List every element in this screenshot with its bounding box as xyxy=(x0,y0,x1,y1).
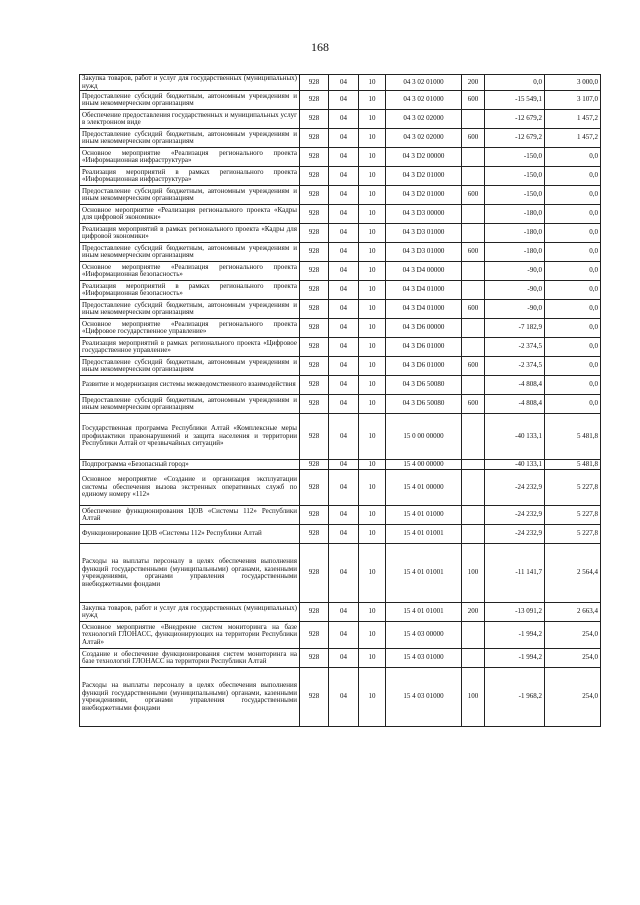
subsection-code-cell: 10 xyxy=(359,544,386,603)
expense-type-code-cell xyxy=(462,205,485,224)
amount-change-cell: -24 232,9 xyxy=(485,470,545,506)
target-article-code-cell: 15 4 01 01001 xyxy=(386,603,462,622)
target-article-code-cell: 15 4 01 01001 xyxy=(386,525,462,544)
section-code-cell: 04 xyxy=(329,262,359,281)
amount-total-cell: 1 457,2 xyxy=(545,129,601,148)
target-article-code-cell: 04 3 D6 50080 xyxy=(386,395,462,414)
table-row xyxy=(80,186,601,205)
subsection-code-cell: 10 xyxy=(359,91,386,110)
expense-type-code-cell xyxy=(462,506,485,525)
section-code-cell: 04 xyxy=(329,281,359,300)
department-code-cell: 928 xyxy=(300,243,329,262)
amount-total-cell: 5 481,8 xyxy=(545,460,601,470)
amount-change-cell: -1 968,2 xyxy=(485,668,545,727)
amount-total-cell: 254,0 xyxy=(545,649,601,668)
table-row xyxy=(80,129,601,148)
expense-name-cell: Предоставление субсидий бюджетным, автономным учреждениям и иным некоммерческим организациям xyxy=(80,300,300,319)
amount-change-cell: -40 133,1 xyxy=(485,414,545,460)
expense-type-code-cell xyxy=(462,649,485,668)
section-code-cell: 04 xyxy=(329,243,359,262)
department-code-cell: 928 xyxy=(300,91,329,110)
section-code-cell: 04 xyxy=(329,300,359,319)
table-row xyxy=(80,649,601,668)
amount-total-cell: 0,0 xyxy=(545,205,601,224)
department-code-cell: 928 xyxy=(300,167,329,186)
department-code-cell: 928 xyxy=(300,506,329,525)
subsection-code-cell: 10 xyxy=(359,205,386,224)
table-row xyxy=(80,319,601,338)
department-code-cell: 928 xyxy=(300,110,329,129)
expense-type-code-cell xyxy=(462,525,485,544)
subsection-code-cell: 10 xyxy=(359,148,386,167)
department-code-cell: 928 xyxy=(300,148,329,167)
target-article-code-cell: 04 3 D2 01000 xyxy=(386,186,462,205)
target-article-code-cell: 04 3 02 01000 xyxy=(386,75,462,91)
target-article-code-cell: 04 3 D2 01000 xyxy=(386,167,462,186)
expense-type-code-cell xyxy=(462,319,485,338)
expense-name-cell: Закупка товаров, работ и услуг для государственных (муниципальных) нужд xyxy=(80,75,300,91)
subsection-code-cell: 10 xyxy=(359,338,386,357)
expense-name-cell: Основное мероприятие «Реализация регионального проекта «Кадры для цифровой экономики» xyxy=(80,205,300,224)
section-code-cell: 04 xyxy=(329,148,359,167)
subsection-code-cell: 10 xyxy=(359,395,386,414)
department-code-cell: 928 xyxy=(300,205,329,224)
table-row xyxy=(80,544,601,603)
amount-total-cell: 0,0 xyxy=(545,281,601,300)
expense-type-code-cell: 600 xyxy=(462,395,485,414)
section-code-cell: 04 xyxy=(329,167,359,186)
expense-name-cell: Государственная программа Республики Алтай «Комплексные меры профилактики правонарушений и защита населения и территории Республики Алтай от чрезвычайных ситуаций» xyxy=(80,414,300,460)
amount-change-cell: -13 091,2 xyxy=(485,603,545,622)
amount-change-cell: 0,0 xyxy=(485,75,545,91)
target-article-code-cell: 04 3 D6 01000 xyxy=(386,357,462,376)
subsection-code-cell: 10 xyxy=(359,281,386,300)
subsection-code-cell: 10 xyxy=(359,224,386,243)
table-row xyxy=(80,148,601,167)
expense-type-code-cell: 600 xyxy=(462,357,485,376)
department-code-cell: 928 xyxy=(300,376,329,395)
amount-change-cell: -11 141,7 xyxy=(485,544,545,603)
subsection-code-cell: 10 xyxy=(359,376,386,395)
subsection-code-cell: 10 xyxy=(359,262,386,281)
subsection-code-cell: 10 xyxy=(359,414,386,460)
target-article-code-cell: 04 3 02 02000 xyxy=(386,129,462,148)
amount-change-cell: -15 549,1 xyxy=(485,91,545,110)
expense-type-code-cell xyxy=(462,148,485,167)
table-row xyxy=(80,205,601,224)
expense-name-cell: Подпрограмма «Безопасный город» xyxy=(80,460,300,470)
target-article-code-cell: 15 0 00 00000 xyxy=(386,414,462,460)
target-article-code-cell: 15 4 01 00000 xyxy=(386,470,462,506)
target-article-code-cell: 04 3 D3 01000 xyxy=(386,224,462,243)
subsection-code-cell: 10 xyxy=(359,622,386,649)
target-article-code-cell: 04 3 02 01000 xyxy=(386,91,462,110)
amount-change-cell: -180,0 xyxy=(485,243,545,262)
section-code-cell: 04 xyxy=(329,470,359,506)
target-article-code-cell: 15 4 03 00000 xyxy=(386,622,462,649)
amount-total-cell: 254,0 xyxy=(545,622,601,649)
subsection-code-cell: 10 xyxy=(359,186,386,205)
amount-change-cell: -90,0 xyxy=(485,262,545,281)
department-code-cell: 928 xyxy=(300,414,329,460)
expense-name-cell: Реализация мероприятий в рамках регионального проекта «Цифровое государственное управление» xyxy=(80,338,300,357)
expense-type-code-cell: 200 xyxy=(462,75,485,91)
subsection-code-cell: 10 xyxy=(359,506,386,525)
department-code-cell: 928 xyxy=(300,357,329,376)
amount-change-cell: -1 994,2 xyxy=(485,622,545,649)
table-row xyxy=(80,243,601,262)
budget-table-body xyxy=(80,75,601,727)
expense-name-cell: Расходы на выплаты персоналу в целях обеспечения выполнения функций государственными (муниципальными) органами, казенными учреждениями, органами управления государственными внебюджетными фондами xyxy=(80,668,300,727)
table-row xyxy=(80,357,601,376)
department-code-cell: 928 xyxy=(300,281,329,300)
target-article-code-cell: 15 4 00 00000 xyxy=(386,460,462,470)
table-row xyxy=(80,506,601,525)
expense-type-code-cell: 100 xyxy=(462,544,485,603)
expense-name-cell: Расходы на выплаты персоналу в целях обеспечения выполнения функций государственными (муниципальными) органами, казенными учреждениями, органами управления государственными внебюджетными фондами xyxy=(80,544,300,603)
amount-change-cell: -4 808,4 xyxy=(485,395,545,414)
target-article-code-cell: 15 4 01 01001 xyxy=(386,544,462,603)
table-row xyxy=(80,414,601,460)
section-code-cell: 04 xyxy=(329,205,359,224)
amount-total-cell: 0,0 xyxy=(545,376,601,395)
section-code-cell: 04 xyxy=(329,338,359,357)
amount-total-cell: 0,0 xyxy=(545,167,601,186)
department-code-cell: 928 xyxy=(300,186,329,205)
table-row xyxy=(80,167,601,186)
target-article-code-cell: 04 3 D4 00000 xyxy=(386,262,462,281)
budget-table xyxy=(79,74,601,727)
department-code-cell: 928 xyxy=(300,300,329,319)
amount-total-cell: 0,0 xyxy=(545,224,601,243)
subsection-code-cell: 10 xyxy=(359,649,386,668)
amount-change-cell: -1 994,2 xyxy=(485,649,545,668)
target-article-code-cell: 04 3 D6 50080 xyxy=(386,376,462,395)
amount-total-cell: 2 564,4 xyxy=(545,544,601,603)
amount-total-cell: 5 227,8 xyxy=(545,470,601,506)
target-article-code-cell: 15 4 03 01000 xyxy=(386,668,462,727)
subsection-code-cell: 10 xyxy=(359,525,386,544)
amount-change-cell: -180,0 xyxy=(485,224,545,243)
amount-total-cell: 0,0 xyxy=(545,148,601,167)
expense-name-cell: Основное мероприятие «Создание и организация эксплуатации системы обеспечения вызова экстренных оперативных служб по единому номеру «112» xyxy=(80,470,300,506)
expense-type-code-cell xyxy=(462,376,485,395)
department-code-cell: 928 xyxy=(300,470,329,506)
target-article-code-cell: 04 3 D4 01000 xyxy=(386,281,462,300)
expense-type-code-cell: 100 xyxy=(462,668,485,727)
department-code-cell: 928 xyxy=(300,338,329,357)
department-code-cell: 928 xyxy=(300,395,329,414)
expense-name-cell: Основное мероприятие «Внедрение систем мониторинга на базе технологий ГЛОНАСС, функционирующих на территории Республики Алтай» xyxy=(80,622,300,649)
amount-total-cell: 2 663,4 xyxy=(545,603,601,622)
subsection-code-cell: 10 xyxy=(359,167,386,186)
expense-type-code-cell xyxy=(462,460,485,470)
table-row xyxy=(80,622,601,649)
expense-name-cell: Реализация мероприятий в рамках регионального проекта «Информационная безопасность» xyxy=(80,281,300,300)
subsection-code-cell: 10 xyxy=(359,668,386,727)
amount-total-cell: 3 000,0 xyxy=(545,75,601,91)
expense-type-code-cell xyxy=(462,281,485,300)
department-code-cell: 928 xyxy=(300,224,329,243)
expense-type-code-cell xyxy=(462,262,485,281)
section-code-cell: 04 xyxy=(329,395,359,414)
target-article-code-cell: 04 3 D6 00000 xyxy=(386,319,462,338)
amount-total-cell: 5 481,8 xyxy=(545,414,601,460)
expense-name-cell: Реализация мероприятий в рамках регионального проекта «Информационная инфраструктура» xyxy=(80,167,300,186)
expense-name-cell: Предоставление субсидий бюджетным, автономным учреждениям и иным некоммерческим организациям xyxy=(80,91,300,110)
section-code-cell: 04 xyxy=(329,319,359,338)
table-row xyxy=(80,603,601,622)
department-code-cell: 928 xyxy=(300,544,329,603)
section-code-cell: 04 xyxy=(329,649,359,668)
subsection-code-cell: 10 xyxy=(359,75,386,91)
expense-type-code-cell: 600 xyxy=(462,91,485,110)
amount-change-cell: -90,0 xyxy=(485,300,545,319)
table-row xyxy=(80,460,601,470)
page-number: 168 xyxy=(311,40,329,54)
table-row xyxy=(80,281,601,300)
table-row xyxy=(80,224,601,243)
table-row xyxy=(80,668,601,727)
expense-type-code-cell: 600 xyxy=(462,186,485,205)
expense-name-cell: Реализация мероприятий в рамках регионального проекта «Кадры для цифровой экономики» xyxy=(80,224,300,243)
subsection-code-cell: 10 xyxy=(359,300,386,319)
expense-name-cell: Функционирование ЦОВ «Системы 112» Республики Алтай xyxy=(80,525,300,544)
subsection-code-cell: 10 xyxy=(359,603,386,622)
expense-type-code-cell xyxy=(462,622,485,649)
subsection-code-cell: 10 xyxy=(359,357,386,376)
section-code-cell: 04 xyxy=(329,414,359,460)
expense-name-cell: Закупка товаров, работ и услуг для государственных (муниципальных) нужд xyxy=(80,603,300,622)
expense-type-code-cell: 600 xyxy=(462,300,485,319)
subsection-code-cell: 10 xyxy=(359,243,386,262)
department-code-cell: 928 xyxy=(300,649,329,668)
section-code-cell: 04 xyxy=(329,603,359,622)
expense-type-code-cell xyxy=(462,167,485,186)
expense-name-cell: Основное мероприятие «Реализация регионального проекта «Цифровое государственное управление» xyxy=(80,319,300,338)
amount-total-cell: 0,0 xyxy=(545,319,601,338)
amount-change-cell: -2 374,5 xyxy=(485,338,545,357)
expense-type-code-cell: 600 xyxy=(462,129,485,148)
department-code-cell: 928 xyxy=(300,129,329,148)
expense-type-code-cell xyxy=(462,470,485,506)
amount-change-cell: -24 232,9 xyxy=(485,525,545,544)
amount-total-cell: 5 227,8 xyxy=(545,525,601,544)
table-row xyxy=(80,376,601,395)
target-article-code-cell: 04 3 D2 00000 xyxy=(386,148,462,167)
department-code-cell: 928 xyxy=(300,668,329,727)
section-code-cell: 04 xyxy=(329,75,359,91)
target-article-code-cell: 04 3 D3 01000 xyxy=(386,243,462,262)
amount-total-cell: 0,0 xyxy=(545,395,601,414)
expense-name-cell: Развитие и модернизация системы межведомственного взаимодействия xyxy=(80,376,300,395)
expense-name-cell: Обеспечение функционирования ЦОВ «Системы 112» Республики Алтай xyxy=(80,506,300,525)
expense-name-cell: Основное мероприятие «Реализация регионального проекта «Информационная инфраструктура» xyxy=(80,148,300,167)
department-code-cell: 928 xyxy=(300,460,329,470)
table-row xyxy=(80,262,601,281)
department-code-cell: 928 xyxy=(300,525,329,544)
amount-total-cell: 0,0 xyxy=(545,186,601,205)
target-article-code-cell: 04 3 D3 00000 xyxy=(386,205,462,224)
amount-change-cell: -180,0 xyxy=(485,205,545,224)
amount-total-cell: 0,0 xyxy=(545,338,601,357)
amount-change-cell: -90,0 xyxy=(485,281,545,300)
amount-total-cell: 0,0 xyxy=(545,357,601,376)
amount-total-cell: 254,0 xyxy=(545,668,601,727)
expense-name-cell: Предоставление субсидий бюджетным, автономным учреждениям и иным некоммерческим организациям xyxy=(80,395,300,414)
subsection-code-cell: 10 xyxy=(359,319,386,338)
expense-name-cell: Предоставление субсидий бюджетным, автономным учреждениям и иным некоммерческим организациям xyxy=(80,186,300,205)
department-code-cell: 928 xyxy=(300,319,329,338)
expense-type-code-cell: 600 xyxy=(462,243,485,262)
department-code-cell: 928 xyxy=(300,262,329,281)
subsection-code-cell: 10 xyxy=(359,470,386,506)
section-code-cell: 04 xyxy=(329,622,359,649)
expense-type-code-cell xyxy=(462,414,485,460)
table-row xyxy=(80,110,601,129)
section-code-cell: 04 xyxy=(329,668,359,727)
section-code-cell: 04 xyxy=(329,186,359,205)
section-code-cell: 04 xyxy=(329,376,359,395)
amount-change-cell: -12 679,2 xyxy=(485,110,545,129)
amount-change-cell: -40 133,1 xyxy=(485,460,545,470)
department-code-cell: 928 xyxy=(300,75,329,91)
target-article-code-cell: 04 3 D4 01000 xyxy=(386,300,462,319)
section-code-cell: 04 xyxy=(329,110,359,129)
expense-name-cell: Предоставление субсидий бюджетным, автономным учреждениям и иным некоммерческим организациям xyxy=(80,129,300,148)
target-article-code-cell: 15 4 03 01000 xyxy=(386,649,462,668)
section-code-cell: 04 xyxy=(329,224,359,243)
table-row xyxy=(80,470,601,506)
amount-total-cell: 1 457,2 xyxy=(545,110,601,129)
section-code-cell: 04 xyxy=(329,460,359,470)
amount-total-cell: 0,0 xyxy=(545,300,601,319)
target-article-code-cell: 04 3 D6 01000 xyxy=(386,338,462,357)
subsection-code-cell: 10 xyxy=(359,460,386,470)
expense-name-cell: Создание и обеспечение функционирования систем мониторинга на базе технологий ГЛОНАСС на территории Республики Алтай xyxy=(80,649,300,668)
section-code-cell: 04 xyxy=(329,91,359,110)
subsection-code-cell: 10 xyxy=(359,129,386,148)
amount-change-cell: -4 808,4 xyxy=(485,376,545,395)
section-code-cell: 04 xyxy=(329,129,359,148)
amount-change-cell: -150,0 xyxy=(485,148,545,167)
table-row xyxy=(80,395,601,414)
amount-change-cell: -24 232,9 xyxy=(485,506,545,525)
table-row xyxy=(80,300,601,319)
section-code-cell: 04 xyxy=(329,506,359,525)
expense-name-cell: Предоставление субсидий бюджетным, автономным учреждениям и иным некоммерческим организациям xyxy=(80,243,300,262)
amount-change-cell: -7 182,9 xyxy=(485,319,545,338)
table-row xyxy=(80,91,601,110)
amount-change-cell: -150,0 xyxy=(485,186,545,205)
expense-name-cell: Основное мероприятие «Реализация регионального проекта «Информационная безопасность» xyxy=(80,262,300,281)
section-code-cell: 04 xyxy=(329,544,359,603)
section-code-cell: 04 xyxy=(329,525,359,544)
expense-name-cell: Предоставление субсидий бюджетным, автономным учреждениям и иным некоммерческим организациям xyxy=(80,357,300,376)
amount-total-cell: 0,0 xyxy=(545,262,601,281)
amount-total-cell: 5 227,8 xyxy=(545,506,601,525)
expense-type-code-cell xyxy=(462,338,485,357)
expense-type-code-cell xyxy=(462,224,485,243)
amount-change-cell: -150,0 xyxy=(485,167,545,186)
amount-total-cell: 3 107,0 xyxy=(545,91,601,110)
table-row xyxy=(80,525,601,544)
table-row xyxy=(80,75,601,91)
expense-type-code-cell xyxy=(462,110,485,129)
department-code-cell: 928 xyxy=(300,603,329,622)
expense-name-cell: Обеспечение предоставления государственных и муниципальных услуг в электронном виде xyxy=(80,110,300,129)
target-article-code-cell: 04 3 02 02000 xyxy=(386,110,462,129)
table-row xyxy=(80,338,601,357)
subsection-code-cell: 10 xyxy=(359,110,386,129)
target-article-code-cell: 15 4 01 01000 xyxy=(386,506,462,525)
amount-total-cell: 0,0 xyxy=(545,243,601,262)
amount-change-cell: -2 374,5 xyxy=(485,357,545,376)
expense-type-code-cell: 200 xyxy=(462,603,485,622)
section-code-cell: 04 xyxy=(329,357,359,376)
amount-change-cell: -12 679,2 xyxy=(485,129,545,148)
department-code-cell: 928 xyxy=(300,622,329,649)
